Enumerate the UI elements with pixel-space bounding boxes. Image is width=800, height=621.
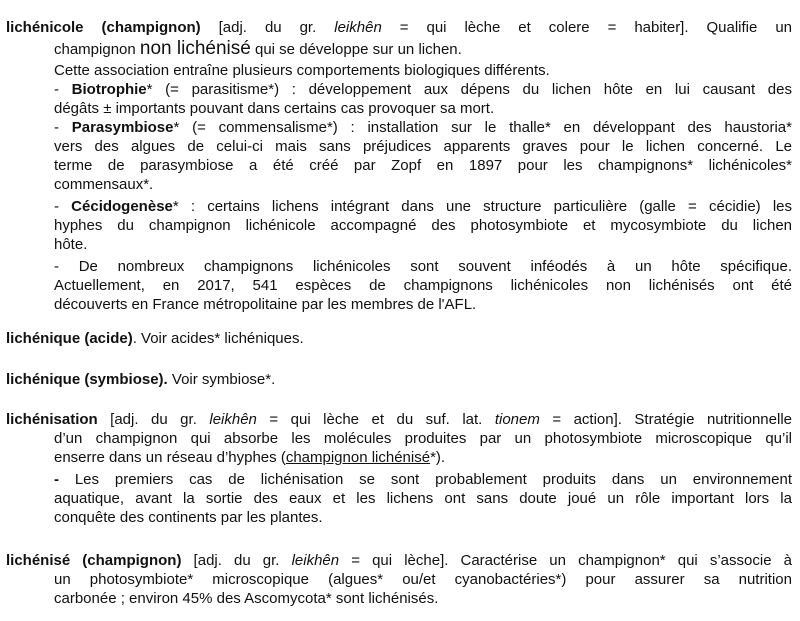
entry-term: lichénisé (champignon): [6, 552, 182, 569]
emphasis-text: non lichénisé: [139, 38, 251, 59]
definition-text: Voir symbiose*.: [167, 371, 276, 388]
entry-term: lichénicole (champignon): [6, 19, 201, 36]
entry-line: [54, 470, 792, 489]
entry-line: [6, 410, 792, 429]
entry-line: Actuellement, en 2017, 541 espèces de champignons lichénicoles non lichénisés ont été: [54, 277, 792, 294]
definition-text: enserre dans un réseau d’hyphes (: [54, 449, 286, 466]
entry-line: [54, 39, 792, 58]
entry-line: dégâts ± importants pouvant dans certains cas provoquer sa mort.: [54, 100, 495, 117]
definition-text: qui se développe sur un lichen.: [250, 41, 462, 58]
dash: -: [54, 81, 72, 98]
entry-line: carbonée ; environ 45% des Ascomycota* sont lichénisés.: [54, 590, 439, 607]
etymology-text: = action]. Stratégie nutritionnelle: [539, 411, 793, 428]
etymology-word: leikhên: [209, 411, 257, 428]
etymology-word: leikhên: [334, 19, 382, 36]
entry-line: [54, 197, 792, 216]
entry-line: aquatique, avant la sortie des eaux et les lichens ont sans doute joué un rôle important lors la: [54, 490, 792, 507]
cross-reference-link[interactable]: champignon lichénisé: [285, 449, 431, 466]
definition-text: . Voir acides* lichéniques.: [132, 330, 304, 347]
definition-text: *).: [430, 449, 446, 466]
etymology-word: tionem: [494, 411, 540, 428]
etymology-text: [adj. du gr.: [200, 19, 335, 36]
etymology-text: [adj. du gr.: [181, 552, 292, 569]
definition-text: * : certains lichens intégrant dans une structure particulière (galle = cécidie) les: [172, 198, 793, 215]
entry-line: [54, 80, 792, 99]
dash: -: [54, 471, 75, 488]
subterm: Parasymbiose: [71, 119, 174, 136]
entry-line: découverts en France métropolitaine par les membres de l'AFL.: [54, 296, 477, 313]
entry-term: lichénisation: [6, 411, 98, 428]
definition-text: Les premiers cas de lichénisation se sont probablement produits dans un environnement: [74, 471, 792, 488]
entry-line: - De nombreux champignons lichénicoles sont souvent inféodés à un hôte spécifique.: [54, 258, 792, 275]
entry-term: lichénique (acide): [6, 330, 133, 347]
dash: -: [54, 119, 72, 136]
subterm: Biotrophie: [71, 81, 147, 98]
etymology-text: [adj. du gr.: [97, 411, 210, 428]
entry-line: Cette association entraîne plusieurs comportements biologiques différents.: [54, 62, 550, 79]
entry-line: [54, 118, 792, 137]
etymology-text: = qui lèche et du suf. lat.: [256, 411, 495, 428]
entry-line: commensaux*.: [54, 176, 154, 193]
entry-line: d’un champignon qui absorbe les molécules produites par un photosymbiote microscopique qu’il: [54, 430, 792, 447]
dash: -: [54, 198, 72, 215]
definition-text: * (= commensalisme*) : installation sur le thalle* en développant des haustoria*: [173, 119, 792, 136]
subterm: Cécidogenèse: [71, 198, 173, 215]
entry-line: un photosymbiote* microscopique (algues* ou/et cyanobactéries*) pour assurer sa nutrition: [54, 571, 792, 588]
entry-line: vers des algues de celui-ci mais sans préjudices apparents graves pour le lichen concerné. Le: [54, 138, 792, 155]
entry-line: hyphes du champignon lichénicole accompagné des photosymbiote et mycosymbiote du lichen: [54, 217, 792, 234]
entry-line: [6, 18, 792, 37]
etymology-text: = qui lèche]. Caractérise un champignon* qui s’associe à: [339, 552, 792, 569]
entry-line: [6, 370, 792, 389]
entry-line: hôte.: [54, 236, 88, 253]
definition-text: champignon: [54, 41, 140, 58]
entry-line: [6, 551, 792, 570]
definition-text: * (= parasitisme*) : développement aux dépens du lichen hôte en lui causant des: [146, 81, 792, 98]
entry-line: terme de parasymbiose a été créé par Zopf en 1897 pour les champignons* lichénicoles*: [54, 157, 792, 174]
etymology-text: = qui lèche et colere = habiter]. Qualifie un: [381, 19, 792, 36]
entry-line: [54, 448, 792, 467]
entry-term: lichénique (symbiose).: [6, 371, 168, 388]
entry-line: conquête des continents par les plantes.: [54, 509, 323, 526]
etymology-word: leikhên: [291, 552, 340, 569]
entry-line: [6, 329, 792, 348]
